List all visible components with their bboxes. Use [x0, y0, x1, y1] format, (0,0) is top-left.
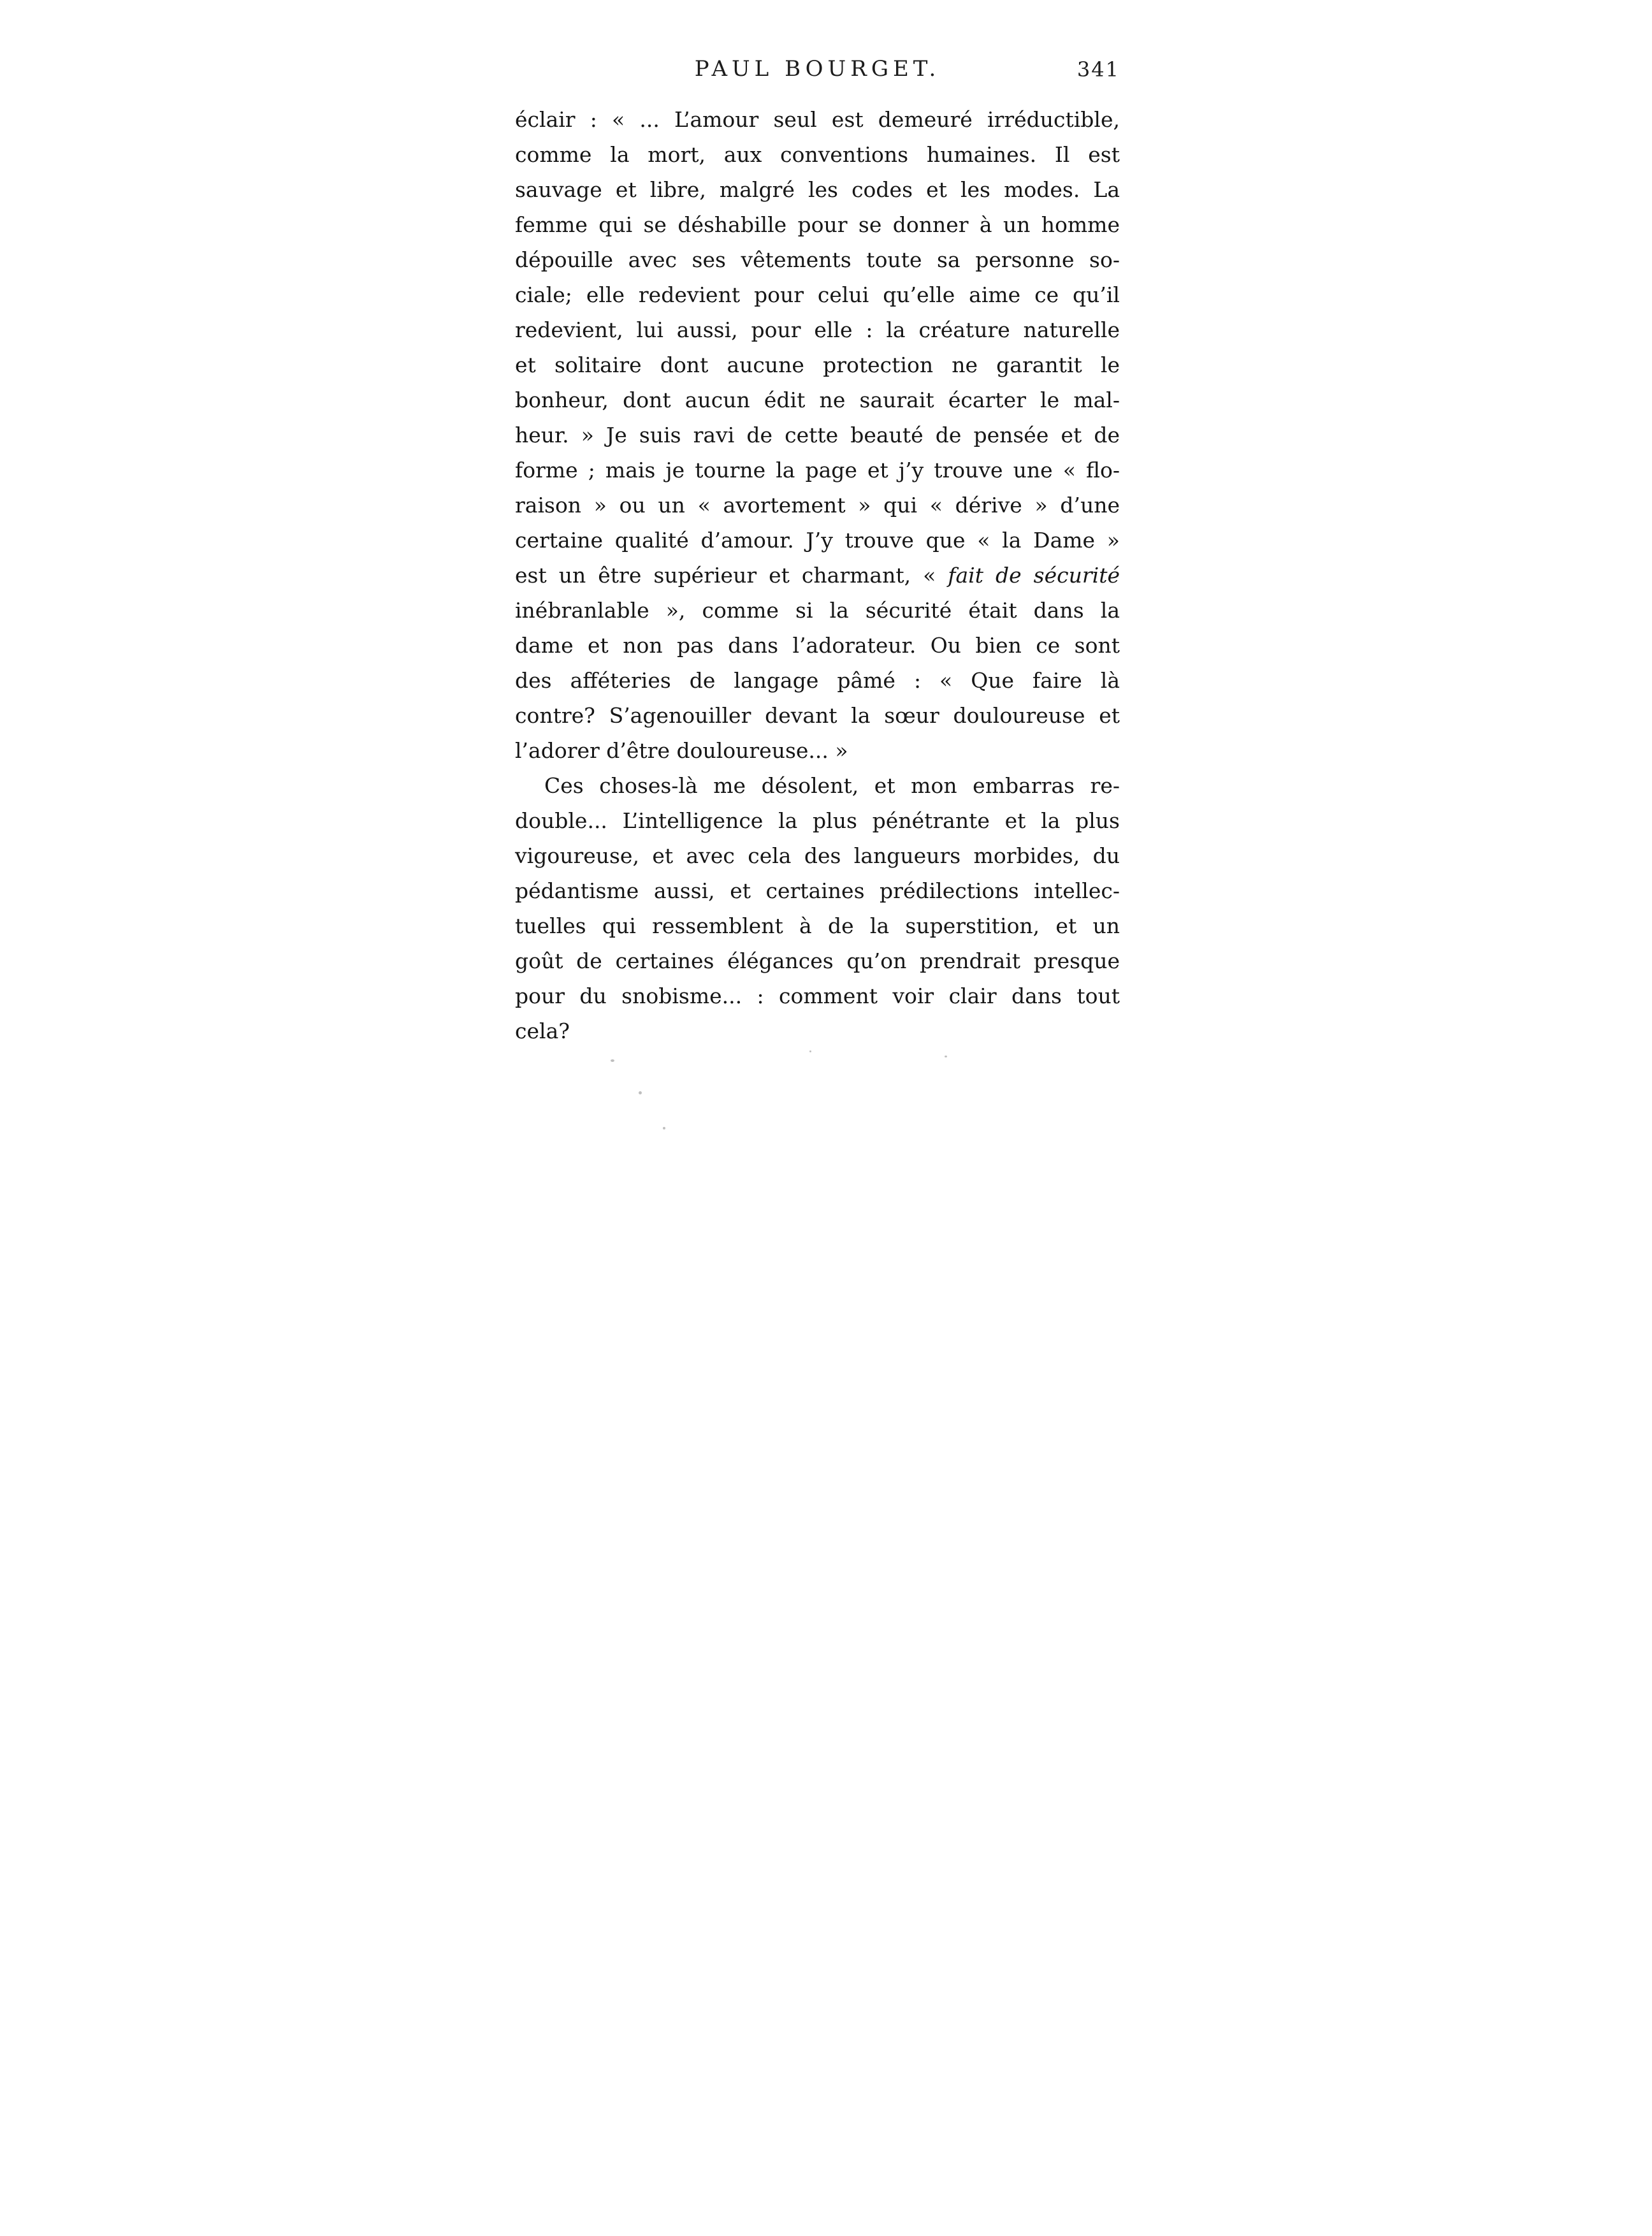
text-segment: Ces choses-là me désolent, et mon embarras re-: [544, 773, 1120, 798]
text-line: [515, 137, 1120, 172]
text-segment: tuelles qui ressemblent à de la superstition, et un: [515, 913, 1120, 938]
text-line: [515, 172, 1120, 207]
running-head: [515, 56, 1120, 84]
text-segment: est un être supérieur et charmant, «: [515, 563, 948, 588]
text-segment: double... L’intelligence la plus pénétrante et la plus: [515, 808, 1120, 833]
text-segment: sauvage et libre, malgré les codes et les modes. La: [515, 177, 1120, 202]
text-line: [515, 207, 1120, 242]
text-segment: forme ; mais je tourne la page et j’y trouve une « flo-: [515, 458, 1120, 483]
text-line: [515, 1013, 1120, 1049]
text-line: [515, 663, 1120, 698]
scan-speck: [639, 1091, 642, 1094]
text-line: [515, 382, 1120, 417]
text-line: [515, 873, 1120, 908]
text-line: [515, 733, 1120, 768]
text-segment: dépouille avec ses vêtements toute sa personne so-: [515, 247, 1120, 272]
scan-speck: [663, 1127, 665, 1129]
text-line: [515, 523, 1120, 558]
text-segment: l’adorer d’être douloureuse... »: [515, 738, 848, 763]
text-segment: ciale; elle redevient pour celui qu’elle aime ce qu’il: [515, 282, 1120, 307]
text-segment: cela?: [515, 1019, 570, 1043]
text-line: [515, 768, 1120, 803]
page-number: 341: [1076, 57, 1120, 82]
text-segment: et solitaire dont aucune protection ne garantit le: [515, 352, 1120, 377]
text-line: [515, 453, 1120, 488]
text-line: [515, 242, 1120, 277]
text-line: [515, 698, 1120, 733]
text-line: [515, 978, 1120, 1013]
running-title: PAUL BOURGET.: [694, 56, 941, 82]
text-segment: vigoureuse, et avec cela des langueurs morbides, du: [515, 843, 1120, 868]
text-line: [515, 558, 1120, 593]
text-line: [515, 312, 1120, 347]
text-segment: heur. » Je suis ravi de cette beauté de pensée et de: [515, 423, 1120, 447]
text-segment: des afféteries de langage pâmé : « Que faire là: [515, 668, 1120, 693]
text-segment: certaine qualité d’amour. J’y trouve que « la Dame »: [515, 528, 1120, 553]
text-segment: redevient, lui aussi, pour elle : la créature naturelle: [515, 317, 1120, 342]
text-line: [515, 593, 1120, 628]
text-line: [515, 347, 1120, 382]
italic-text-segment: fait de sécurité: [948, 563, 1120, 588]
text-line: [515, 838, 1120, 873]
text-line: [515, 417, 1120, 453]
text-line: [515, 102, 1120, 137]
text-segment: femme qui se déshabille pour se donner à un homme: [515, 212, 1120, 237]
text-segment: pour du snobisme... : comment voir clair dans tout: [515, 984, 1120, 1008]
text-line: [515, 908, 1120, 943]
text-segment: inébranlable », comme si la sécurité était dans la: [515, 598, 1120, 623]
text-line: [515, 277, 1120, 312]
text-line: [515, 943, 1120, 978]
text-line: [515, 488, 1120, 523]
text-segment: éclair : « ... L’amour seul est demeuré irréductible,: [515, 107, 1120, 132]
scan-speck: [809, 1050, 811, 1052]
scan-speck: [611, 1059, 614, 1062]
text-segment: comme la mort, aux conventions humaines. Il est: [515, 142, 1120, 167]
text-segment: bonheur, dont aucun édit ne saurait écarter le mal-: [515, 388, 1120, 412]
text-segment: raison » ou un « avortement » qui « dérive » d’une: [515, 493, 1120, 518]
body-text: [515, 102, 1120, 1049]
text-segment: pédantisme aussi, et certaines prédilections intellec-: [515, 878, 1120, 903]
text-segment: dame et non pas dans l’adorateur. Ou bien ce sont: [515, 633, 1120, 658]
text-segment: contre? S’agenouiller devant la sœur douloureuse et: [515, 703, 1120, 728]
scan-speck: [945, 1056, 947, 1057]
text-line: [515, 803, 1120, 838]
text-segment: goût de certaines élégances qu’on prendrait presque: [515, 948, 1120, 973]
text-line: [515, 628, 1120, 663]
